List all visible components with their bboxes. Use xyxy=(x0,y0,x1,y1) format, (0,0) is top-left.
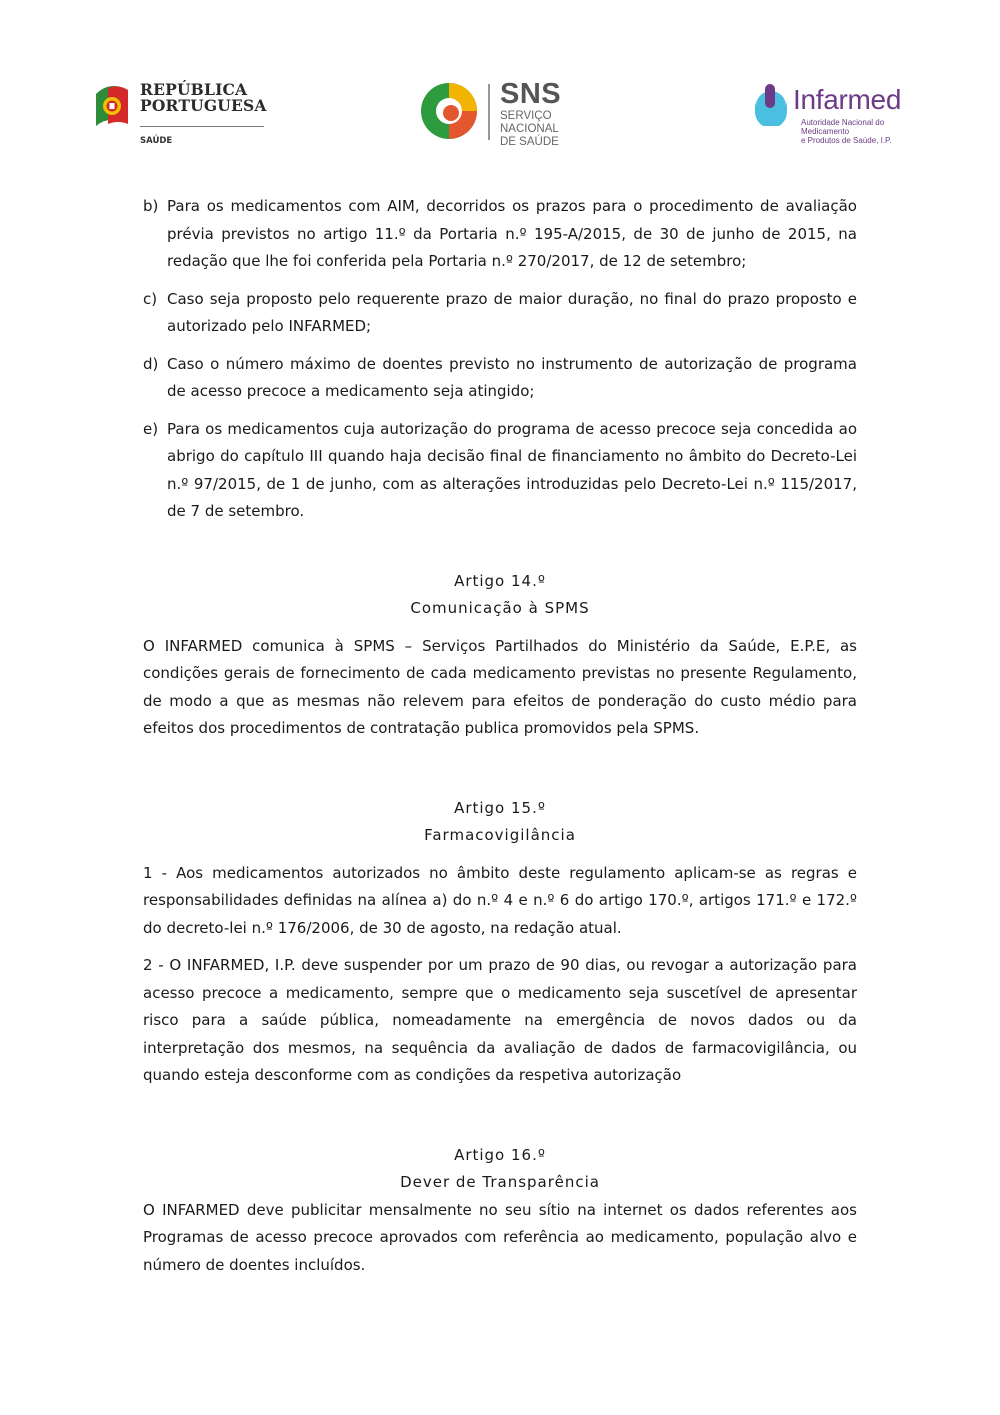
list-item xyxy=(143,286,857,341)
sns-acronym: SNS xyxy=(500,78,562,110)
infarmed-logo xyxy=(751,80,931,145)
list-item-label: b) xyxy=(143,197,159,215)
list-item-text: Caso o número máximo de doentes previsto no instrumento de autorização de programa de acesso precoce a medicamento seja atingido; xyxy=(167,354,857,400)
portugal-emblem-icon xyxy=(94,84,134,128)
list-item-label: e) xyxy=(143,419,159,438)
sns-logo xyxy=(420,78,610,148)
sns-line1: SERVIÇO NACIONAL xyxy=(500,110,559,135)
article-14-number: Artigo 14.º xyxy=(454,571,546,590)
article-15-paragraph-1: 1 - Aos medicamentos autorizados no âmbito deste regulamento aplicam-se as regras e responsabilidades definidas na alínea a) do n.º 4 e n.º 6 do artigo 170.º, artigos 171.º e 172.º do decreto-lei n.º 176/2006, de 30 de agosto, na redação atual. xyxy=(143,863,857,937)
infarmed-name: Infarmed xyxy=(793,84,902,115)
article-16-paragraph: O INFARMED deve publicitar mensalmente no seu sítio na internet os dados referentes aos Programas de acesso precoce aprovados com referência ao medicamento, população alvo e número de doentes incluídos. xyxy=(143,1200,857,1274)
infarmed-emblem-icon xyxy=(751,82,791,126)
article-15-paragraph-2: 2 - O INFARMED, I.P. deve suspender por um prazo de 90 dias, ou revogar a autorização para acesso precoce a medicamento, sempre que o medicamento seja suscetível de apresentar risco para a saúde pública, nomeadamente na emergência de novos dados ou da interpretação dos mesmos, na sequência da avaliação de dados de farmacovigilância, ou quando esteja desconforme com as condições da respetiva autorização xyxy=(143,956,857,1084)
spacer xyxy=(143,753,857,795)
article-15-title: Farmacovigilância xyxy=(424,826,576,844)
list-item-text: Caso seja proposto pelo requerente prazo de maior duração, no final do prazo proposto e autorizado pelo INFARMED; xyxy=(167,289,857,335)
list-item-label: d) xyxy=(143,354,159,373)
sns-line2: DE SAÚDE xyxy=(500,136,559,148)
list-item xyxy=(143,351,857,406)
list-item-text: Para os medicamentos com AIM, decorridos os prazos para o procedimento de avaliação prévia previstos no artigo 11.º da Portaria n.º 195-A/2015, de 30 de junho de 2015, na redação que lhe foi conferida pela Portaria n.º 270/2017, de 12 de setembro; xyxy=(167,197,857,270)
infarmed-line1: Autoridade Nacional do Medicamento xyxy=(801,118,885,136)
republica-divider xyxy=(140,126,264,127)
article-14-paragraph: O INFARMED comunica à SPMS – Serviços Partilhados do Ministério da Saúde, E.P.E, as condições gerais de fornecimento de cada medicamento previstas no presente Regulamento, de modo a que as mesmas não relevem para efeitos de ponderação do custo médio para efeitos dos procedimentos de contratação publica promovidos pela SPMS. xyxy=(143,636,857,737)
list-item xyxy=(143,193,857,276)
republica-sub: SAÚDE xyxy=(140,136,173,146)
republica-line2: PORTUGUESA xyxy=(140,96,267,115)
spacer xyxy=(143,536,857,568)
article-15-number: Artigo 15.º xyxy=(454,798,546,817)
infarmed-line2: e Produtos de Saúde, I.P. xyxy=(801,136,892,145)
article-16-number: Artigo 16.º xyxy=(454,1145,546,1164)
document-body xyxy=(143,193,857,1289)
list-item-text: Para os medicamentos cuja autorização do programa de acesso precoce seja concedida ao abrigo do capítulo III quando haja decisão final de financiamento no âmbito do Decreto-Lei n.º 97/2015, de 1 de junho, com as alterações introduzidas pelo Decreto-Lei n.º 115/2017, de 7 de setembro. xyxy=(167,419,857,520)
list-item xyxy=(143,416,857,526)
article-16-title: Dever de Transparência xyxy=(400,1173,600,1191)
list-item-label: c) xyxy=(143,289,158,308)
sns-emblem-icon xyxy=(420,82,478,140)
spacer xyxy=(143,1100,857,1142)
page-header xyxy=(0,70,1000,150)
article-14-title: Comunicação à SPMS xyxy=(410,599,590,617)
republica-portuguesa-logo xyxy=(94,80,274,146)
sns-divider xyxy=(488,84,490,140)
republica-line1: REPÚBLICA xyxy=(140,80,248,99)
